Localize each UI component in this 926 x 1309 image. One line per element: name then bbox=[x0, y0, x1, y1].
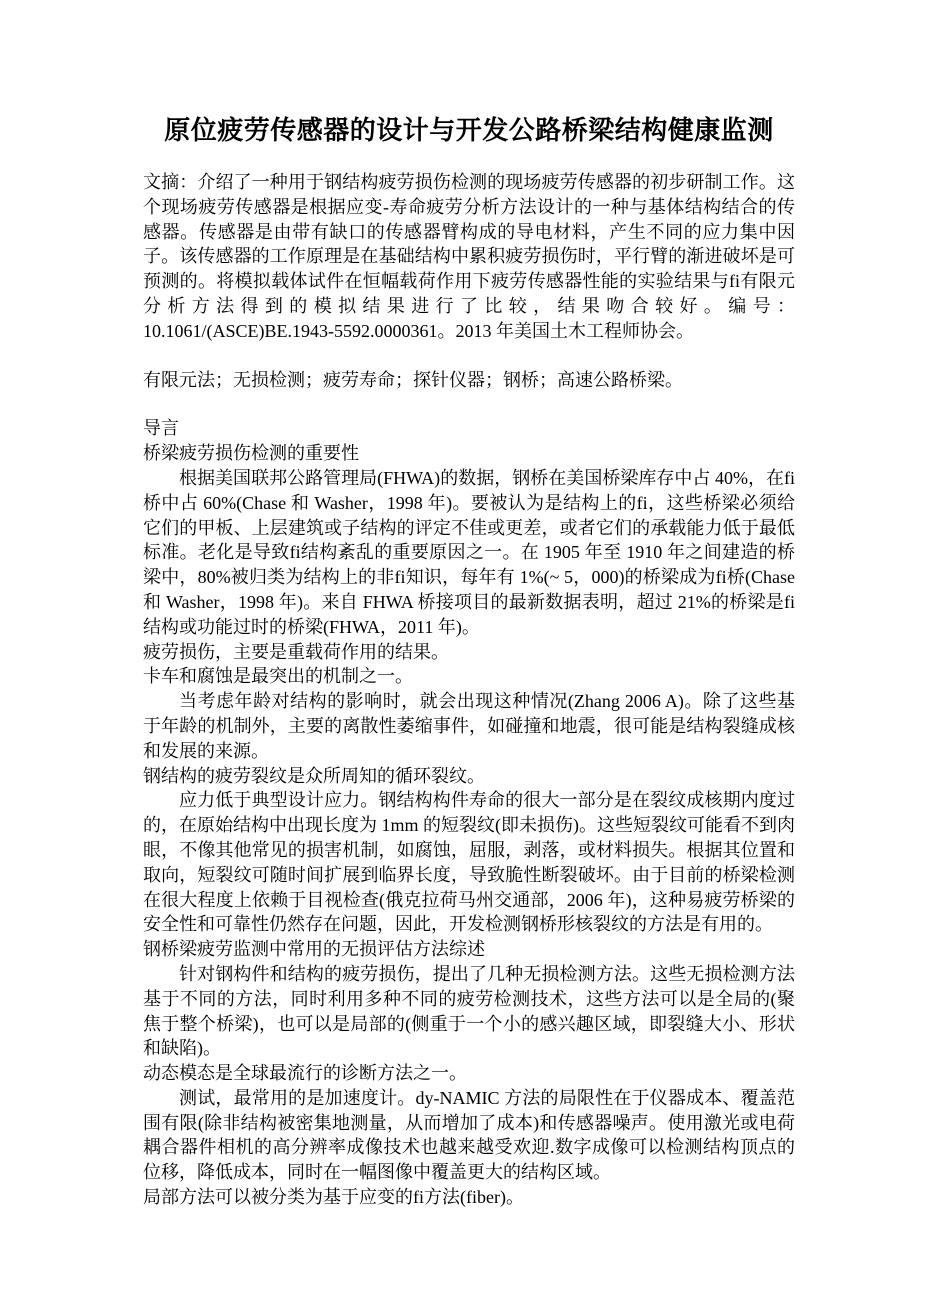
paragraph-fhwa-statistics: 根据美国联邦公路管理局(FHWA)的数据，钢桥在美国桥梁库存中占 40%，在fi桥中占 60%(Chase 和 Washer，1998 年)。要被认为是结构上的fi，这些桥梁必须给它们的甲板、上层建筑或子结构的评定不佳或更差，或者它们的承载能力低于最低标准。老化是导致fi结构紊乱的重要原因之一。在 1905 年至 1910 年之间建造的桥梁中，80%被归类为结构上的非fi知识，每年有 1%(~ 5，000)的桥梁成为fi桥(Chase 和 Washer，1998 年)。来自 FHWA 桥接项目的最新数据表明，超过 21%的桥梁是fi结构或功能过时的桥梁(FHWA，2011 年)。 bbox=[143, 467, 795, 637]
heading-nde-review: 钢桥梁疲劳监测中常用的无损评估方法综述 bbox=[143, 939, 485, 960]
keywords-line: 有限元法；无损检测；疲劳寿命；探针仪器；钢桥；高速公路桥梁。 bbox=[143, 369, 683, 390]
abstract-paragraph: 文摘：介绍了一种用于钢结构疲劳损伤检测的现场疲劳传感器的初步研制工作。这个现场疲劳传感器是根据应变-寿命疲劳分析方法设计的一种与基体结构结合的传感器。传感器是由带有缺口的传感器臂构成的导电材料，产生不同的应力集中因子。该传感器的工作原理是在基础结构中累积疲劳损伤时，平行臂的渐进破坏是可预测的。将模拟载体试件在恒幅载荷作用下疲劳传感器性能的实验结果与fi有限元分析方法得到的模拟结果进行了比较，结果吻合较好。编号：10.1061/(ASCE)BE.1943-5592.0000361。2013 年美国土木工程师协会。 bbox=[143, 172, 795, 341]
document-title: 原位疲劳传感器的设计与开发公路桥梁结构健康监测 bbox=[164, 116, 774, 145]
paragraph-age-effects: 当考虑年龄对结构的影响时，就会出现这种情况(Zhang 2006 A)。除了这些基于年龄的机制外，主要的离散性萎缩事件，如碰撞和地震，很可能是结构裂缝成核和发展的来源。 bbox=[143, 691, 795, 761]
intro-subheading: 桥梁疲劳损伤检测的重要性 bbox=[143, 443, 359, 464]
paragraph-nde-methods: 针对钢构件和结构的疲劳损伤，提出了几种无损检测方法。这些无损检测方法基于不同的方法，同时利用多种不同的疲劳检测技术，这些方法可以是全局的(聚焦于整个桥梁)，也可以是局部的(侧重于一个小的感兴趣区域，即裂缝大小、形状和缺陷)。 bbox=[143, 963, 795, 1059]
paragraph-stress-crack-growth: 应力低于典型设计应力。钢结构构件寿命的很大一部分是在裂纹成核期内度过的，在原始结构中出现长度为 1mm 的短裂纹(即未损伤)。这些短裂纹可能看不到肉眼，不像其他常见的损害机制，如腐蚀，屈服，剥落，或材料损失。根据其位置和取向，短裂纹可随时间扩展到临界长度，导致脆性断裂破坏。由于目前的桥梁检测在很大程度上依赖于目视检查(俄克拉荷马州交通部，2006 年)，这种易疲劳桥梁的安全性和可靠性仍然存在问题，因此，开发检测钢桥形核裂纹的方法是有用的。 bbox=[143, 790, 795, 935]
document-content bbox=[143, 112, 795, 1210]
line-truck-corrosion: 卡车和腐蚀是最突出的机制之一。 bbox=[143, 666, 413, 687]
intro-heading: 导言 bbox=[143, 418, 179, 439]
line-local-methods: 局部方法可以被分类为基于应变的fi方法(fiber)。 bbox=[143, 1187, 524, 1208]
paragraph-testing-accelerometers: 测试，最常用的是加速度计。dy-NAMIC 方法的局限性在于仪器成本、覆盖范围有限(除非结构被密集地测量，从而增加了成本)和传感器噪声。使用激光或电荷耦合器件相机的高分辨率成像技术也越来越受欢迎.数字成像可以检测结构顶点的位移，降低成本，同时在一幅图像中覆盖更大的结构区域。 bbox=[143, 1087, 795, 1183]
line-fatigue-damage: 疲劳损伤，主要是重载荷作用的结果。 bbox=[143, 641, 449, 662]
line-steel-cracks: 钢结构的疲劳裂纹是众所周知的循环裂纹。 bbox=[143, 765, 485, 786]
line-dynamic-modal: 动态模态是全球最流行的诊断方法之一。 bbox=[143, 1063, 467, 1084]
